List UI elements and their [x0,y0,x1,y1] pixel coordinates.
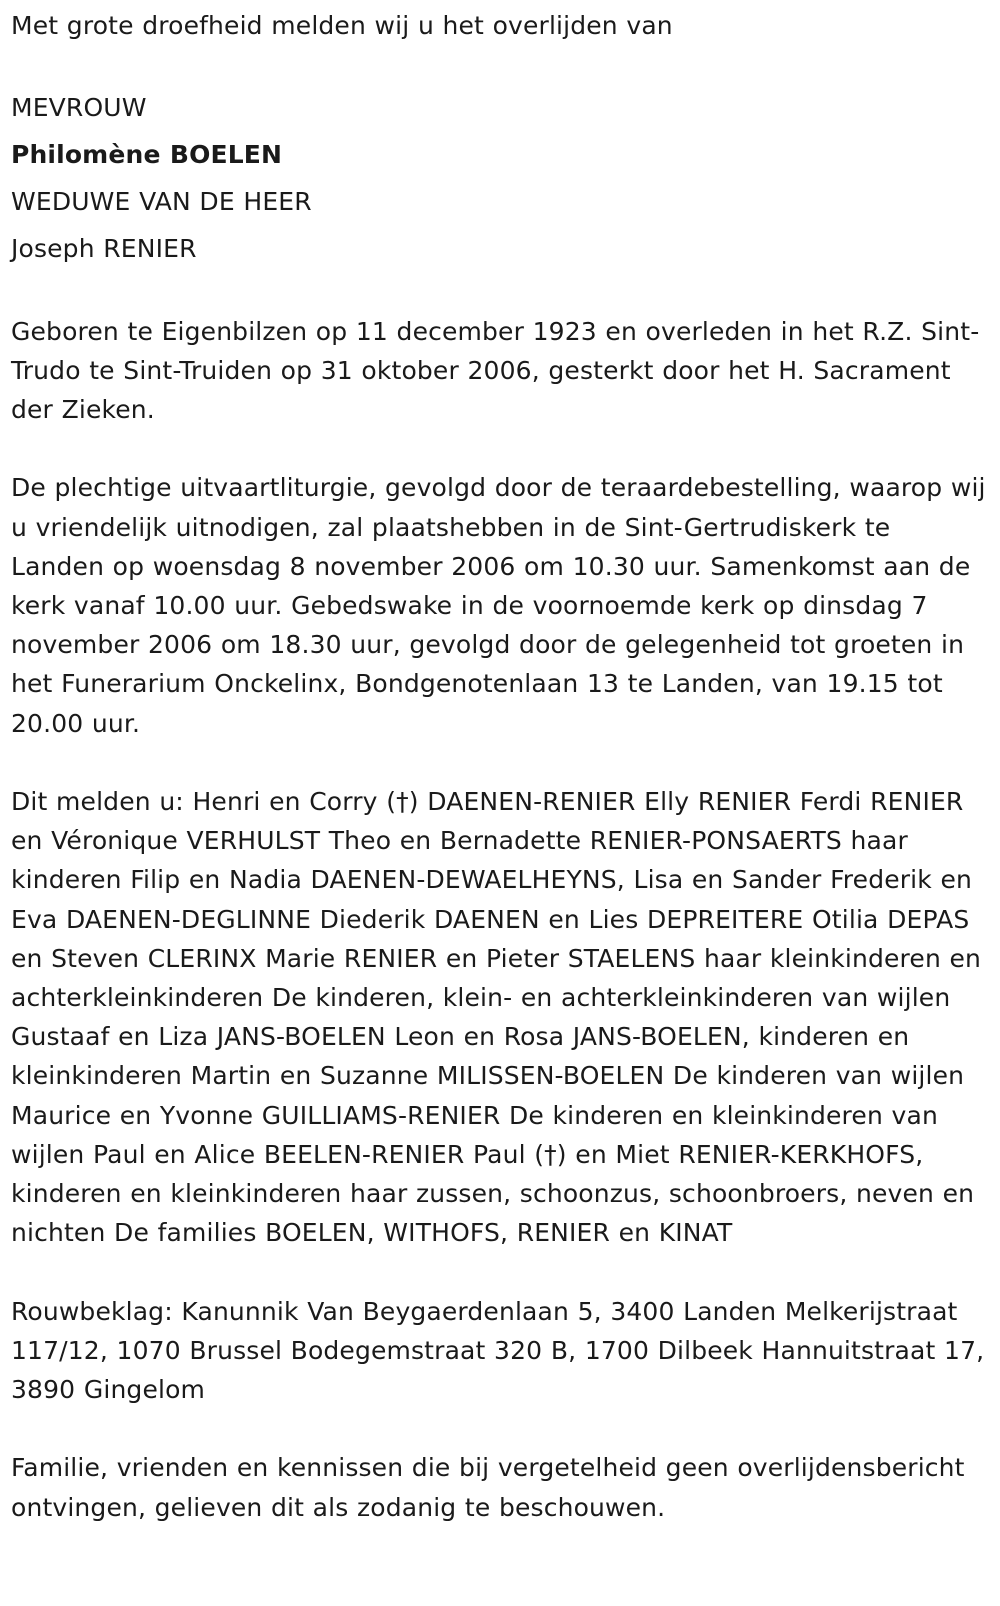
funeral-paragraph: De plechtige uitvaartliturgie, gevolgd door de teraardebestelling, waarop wij u vriendelijk uitnodigen, zal plaatshebben in de Sint-Gertrudiskerk te Landen op woensdag 8 november 2006 om 10.30 uur. Samenkomst aan de kerk vanaf 10.00 uur. Gebedswake in de voornoemde kerk op dinsdag 7 november 2006 om 18.30 uur, gevolgd door de gelegenheid tot groeten in het Funerarium Onckelinx, Bondgenotenlaan 13 te Landen, van 19.15 tot 20.00 uur. [11,473,986,738]
deceased-name: Philomène BOELEN [11,140,283,170]
birth-death-paragraph: Geboren te Eigenbilzen op 11 december 1923 en overleden in het R.Z. Sint-Trudo te Sint-Truiden op 31 oktober 2006, gesterkt door het H. Sacrament der Zieken. [11,316,980,424]
intro-text: Met grote droefheid melden wij u het overlijden van [11,11,673,40]
condolences-paragraph: Rouwbeklag: Kanunnik Van Beygaerdenlaan 5, 3400 Landen Melkerijstraat 117/12, 1070 Brussel Bodegemstraat 320 B, 1700 Dilbeek Hannuitstraat 17, 3890 Gingelom [11,1296,985,1405]
closing-paragraph: Familie, vrienden en kennissen die bij vergetelheid geen overlijdensbericht ontvingen, gelieven dit als zodanig te beschouwen. [11,1453,965,1522]
widow-line: WEDUWE VAN DE HEER [11,187,312,217]
title-line: MEVROUW [11,93,147,123]
deceased-header [11,84,990,272]
family-paragraph: Dit melden u: Henri en Corry (†) DAENEN-RENIER Elly RENIER Ferdi RENIER en Véronique VERHULST Theo en Bernadette RENIER-PONSAERTS haar kinderen Filip en Nadia DAENEN-DEWAELHEYNS, Lisa en Sander Frederik en Eva DAENEN-DEGLINNE Diederik DAENEN en Lies DEPREITERE Otilia DEPAS en Steven CLERINX Marie RENIER en Pieter STAELENS haar kleinkinderen en achterkleinkinderen De kinderen, klein- en achterkleinkinderen van wijlen Gustaaf en Liza JANS-BOELEN Leon en Rosa JANS-BOELEN, kinderen en kleinkinderen Martin en Suzanne MILISSEN-BOELEN De kinderen van wijlen Maurice en Yvonne GUILLIAMS-RENIER De kinderen en kleinkinderen van wijlen Paul en Alice BEELEN-RENIER Paul (†) en Miet RENIER-KERKHOFS, kinderen en kleinkinderen haar zussen, schoonzus, schoonbroers, neven en nichten De families BOELEN, WITHOFS, RENIER en KINAT [11,786,982,1248]
spouse-name: Joseph RENIER [11,234,197,264]
